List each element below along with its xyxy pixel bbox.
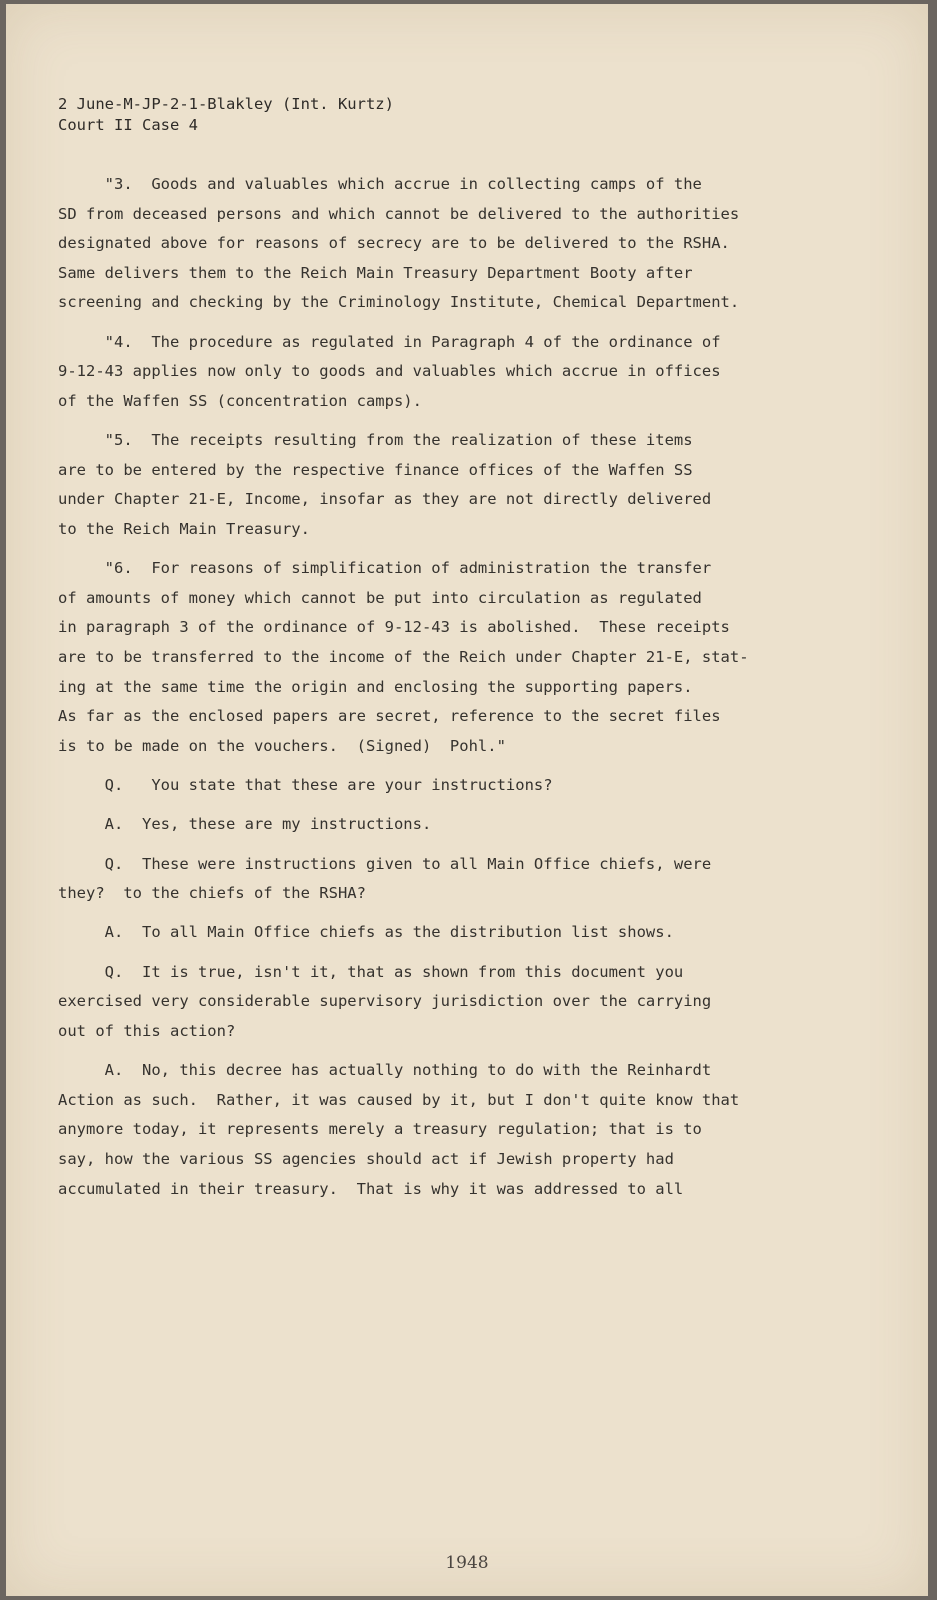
text-line: Same delivers them to the Reich Main Treasury Department Booty after (58, 263, 693, 282)
paragraph-gap (58, 318, 838, 328)
text-line: in paragraph 3 of the ordinance of 9-12-43 is abolished. These receipts (58, 618, 730, 637)
header-court-line: Court II Case 4 (58, 116, 198, 134)
paragraph (58, 771, 838, 801)
paragraph (58, 554, 838, 761)
text-line: A. No, this decree has actually nothing to do with the Reinhardt (58, 1061, 712, 1080)
text-line: "5. The receipts resulting from the realization of these items (58, 431, 693, 450)
text-line: are to be transferred to the income of the Reich under Chapter 21-E, stat- (58, 647, 749, 666)
text-line: of amounts of money which cannot be put into circulation as regulated (58, 588, 702, 607)
paragraph-gap (58, 1047, 838, 1057)
header-reference-line: 2 June-M-JP-2-1-Blakley (Int. Kurtz) (58, 95, 394, 113)
paragraph (58, 170, 838, 318)
text-line: 9-12-43 applies now only to goods and valuables which accrue in offices (58, 362, 721, 381)
text-line: Action as such. Rather, it was caused by it, but I don't quite know that (58, 1090, 740, 1109)
paragraph (58, 328, 838, 417)
page-number: 1948 (445, 1553, 489, 1573)
paragraph (58, 958, 838, 1047)
paragraph (58, 850, 838, 909)
text-line: Q. It is true, isn't it, that as shown from this document you (58, 962, 684, 981)
paragraph (58, 1056, 838, 1204)
text-line: anymore today, it represents merely a treasury regulation; that is to (58, 1120, 702, 1139)
text-line: they? to the chiefs of the RSHA? (58, 884, 366, 903)
text-line: ing at the same time the origin and enclosing the supporting papers. (58, 677, 693, 696)
text-line: of the Waffen SS (concentration camps). (58, 391, 422, 410)
text-line: Q. These were instructions given to all Main Office chiefs, were (58, 854, 712, 873)
text-line: A. Yes, these are my instructions. (58, 815, 432, 834)
paragraph-gap (58, 761, 838, 771)
paragraph-gap (58, 948, 838, 958)
paragraph-gap (58, 545, 838, 555)
document-header (58, 94, 394, 136)
text-line: accumulated in their treasury. That is why it was addressed to all (58, 1179, 684, 1198)
text-line: Q. You state that these are your instructions? (58, 776, 553, 795)
text-line: exercised very considerable supervisory jurisdiction over the carrying (58, 992, 712, 1011)
text-line: "3. Goods and valuables which accrue in collecting camps of the (58, 175, 702, 193)
text-line: is to be made on the vouchers. (Signed) Pohl." (58, 736, 506, 755)
paragraph-gap (58, 909, 838, 919)
text-line: designated above for reasons of secrecy are to be delivered to the RSHA. (58, 234, 730, 253)
document-page (6, 4, 928, 1596)
text-line: A. To all Main Office chiefs as the distribution list shows. (58, 923, 674, 942)
paragraph-gap (58, 416, 838, 426)
text-line: "4. The procedure as regulated in Paragraph 4 of the ordinance of (58, 332, 721, 351)
text-line: As far as the enclosed papers are secret, reference to the secret files (58, 707, 721, 726)
document-body (58, 170, 838, 1204)
text-line: under Chapter 21-E, Income, insofar as they are not directly delivered (58, 490, 712, 509)
text-line: screening and checking by the Criminology Institute, Chemical Department. (58, 293, 740, 312)
paragraph-gap (58, 801, 838, 811)
text-line: "6. For reasons of simplification of administration the transfer (58, 559, 712, 578)
text-line: to the Reich Main Treasury. (58, 519, 310, 538)
paragraph-gap (58, 840, 838, 850)
text-line: are to be entered by the respective finance offices of the Waffen SS (58, 460, 693, 479)
paragraph (58, 426, 838, 544)
text-line: SD from deceased persons and which cannot be delivered to the authorities (58, 204, 740, 223)
text-line: say, how the various SS agencies should act if Jewish property had (58, 1150, 674, 1168)
text-line: out of this action? (58, 1021, 236, 1040)
paragraph (58, 810, 838, 840)
paragraph (58, 918, 838, 948)
